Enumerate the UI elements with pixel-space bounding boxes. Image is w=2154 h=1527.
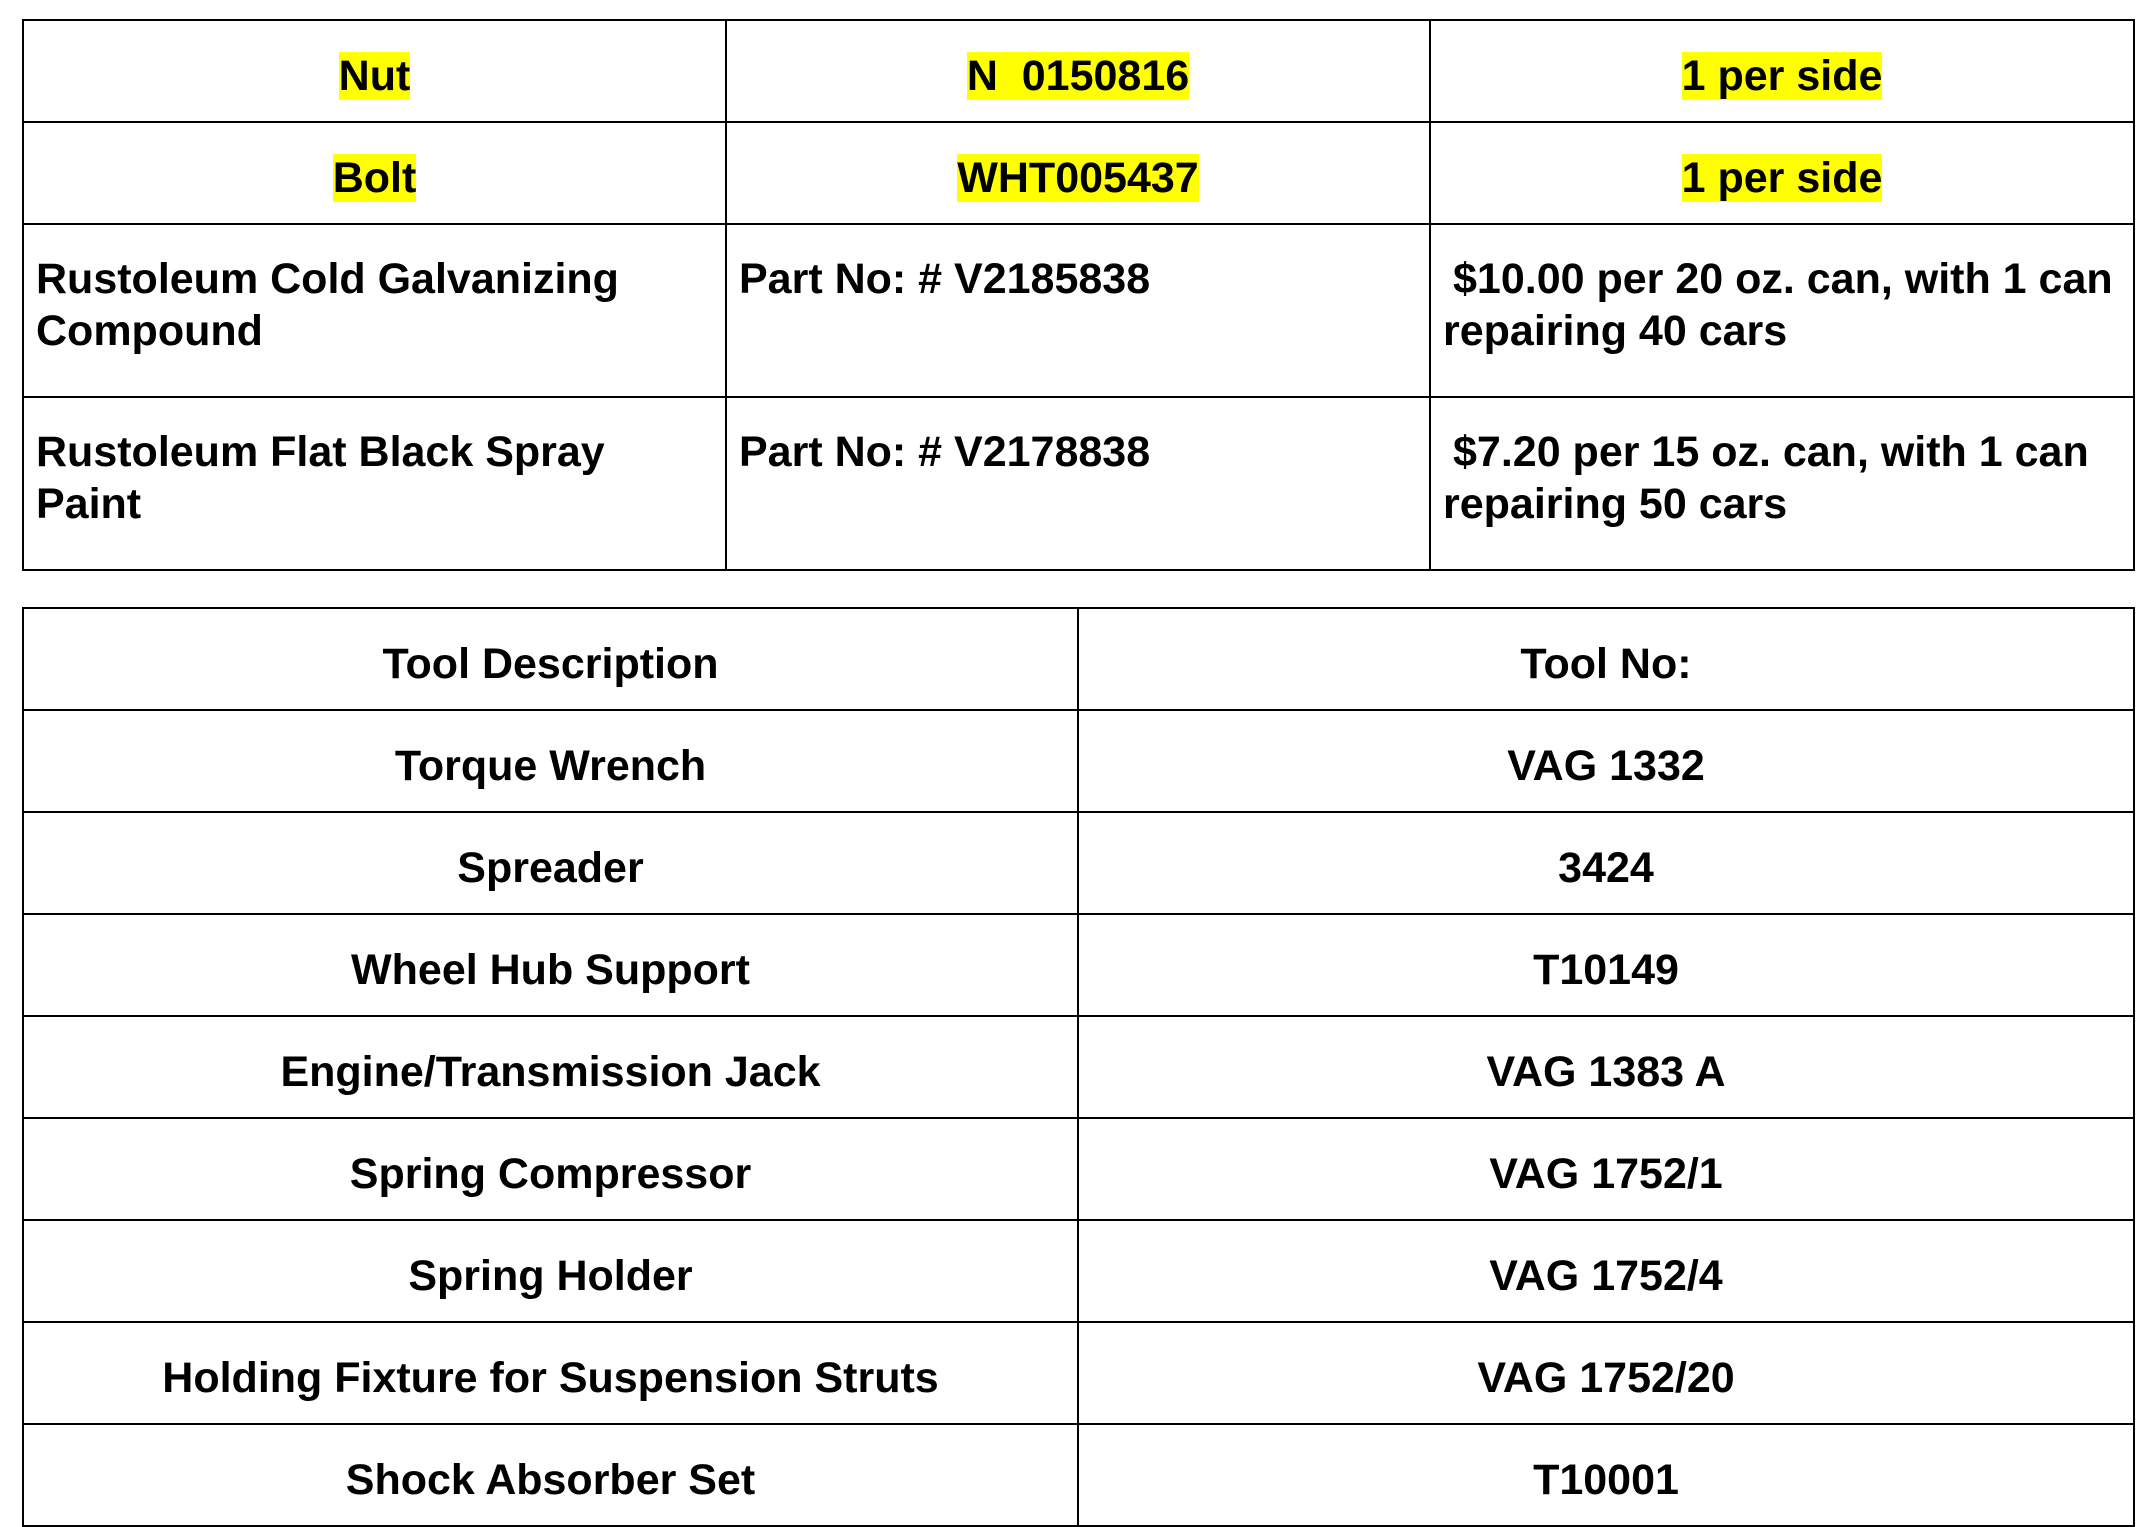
tool-description: Shock Absorber Set	[23, 1424, 1078, 1526]
parts-row-nut	[23, 20, 2134, 122]
part-quantity: $10.00 per 20 oz. can, with 1 can repairing 40 cars	[1430, 224, 2134, 397]
tool-number: VAG 1752/4	[1078, 1220, 2134, 1322]
tool-description: Engine/Transmission Jack	[23, 1016, 1078, 1118]
parts-table	[22, 19, 2135, 571]
part-number-cell	[726, 20, 1430, 122]
part-name: Rustoleum Flat Black Spray Paint	[23, 397, 726, 570]
tool-description: Torque Wrench	[23, 710, 1078, 812]
tool-number: 3424	[1078, 812, 2134, 914]
tools-header-row	[23, 608, 2134, 710]
tool-number: VAG 1752/20	[1078, 1322, 2134, 1424]
part-number: WHT005437	[957, 154, 1199, 202]
tool-description-header: Tool Description	[23, 608, 1078, 710]
parts-row-galvanizing-compound	[23, 224, 2134, 397]
part-quantity: 1 per side	[1681, 154, 1883, 202]
part-quantity: 1 per side	[1681, 52, 1883, 100]
part-quantity-cell	[1430, 122, 2134, 224]
part-number: Part No: # V2185838	[726, 224, 1430, 397]
table-row	[23, 710, 2134, 812]
part-name-cell	[23, 20, 726, 122]
part-number: Part No: # V2178838	[726, 397, 1430, 570]
tool-description: Spring Holder	[23, 1220, 1078, 1322]
part-number-cell	[726, 122, 1430, 224]
table-row	[23, 1322, 2134, 1424]
table-row	[23, 914, 2134, 1016]
parts-row-spray-paint	[23, 397, 2134, 570]
tools-table	[22, 607, 2135, 1527]
tool-description: Wheel Hub Support	[23, 914, 1078, 1016]
tool-description: Spreader	[23, 812, 1078, 914]
part-name: Bolt	[332, 154, 417, 202]
tool-number: VAG 1332	[1078, 710, 2134, 812]
tool-number-header: Tool No:	[1078, 608, 2134, 710]
part-number: N 0150816	[966, 52, 1190, 100]
table-row	[23, 1118, 2134, 1220]
part-name: Nut	[338, 52, 411, 100]
tool-number: VAG 1752/1	[1078, 1118, 2134, 1220]
table-row	[23, 1220, 2134, 1322]
part-quantity: $7.20 per 15 oz. can, with 1 can repairing 50 cars	[1430, 397, 2134, 570]
table-row	[23, 1424, 2134, 1526]
part-name: Rustoleum Cold Galvanizing Compound	[23, 224, 726, 397]
part-quantity-cell	[1430, 20, 2134, 122]
tool-number: VAG 1383 A	[1078, 1016, 2134, 1118]
tool-number: T10001	[1078, 1424, 2134, 1526]
tool-number: T10149	[1078, 914, 2134, 1016]
table-row	[23, 812, 2134, 914]
parts-row-bolt	[23, 122, 2134, 224]
tool-description: Holding Fixture for Suspension Struts	[23, 1322, 1078, 1424]
part-name-cell	[23, 122, 726, 224]
table-row	[23, 1016, 2134, 1118]
tool-description: Spring Compressor	[23, 1118, 1078, 1220]
